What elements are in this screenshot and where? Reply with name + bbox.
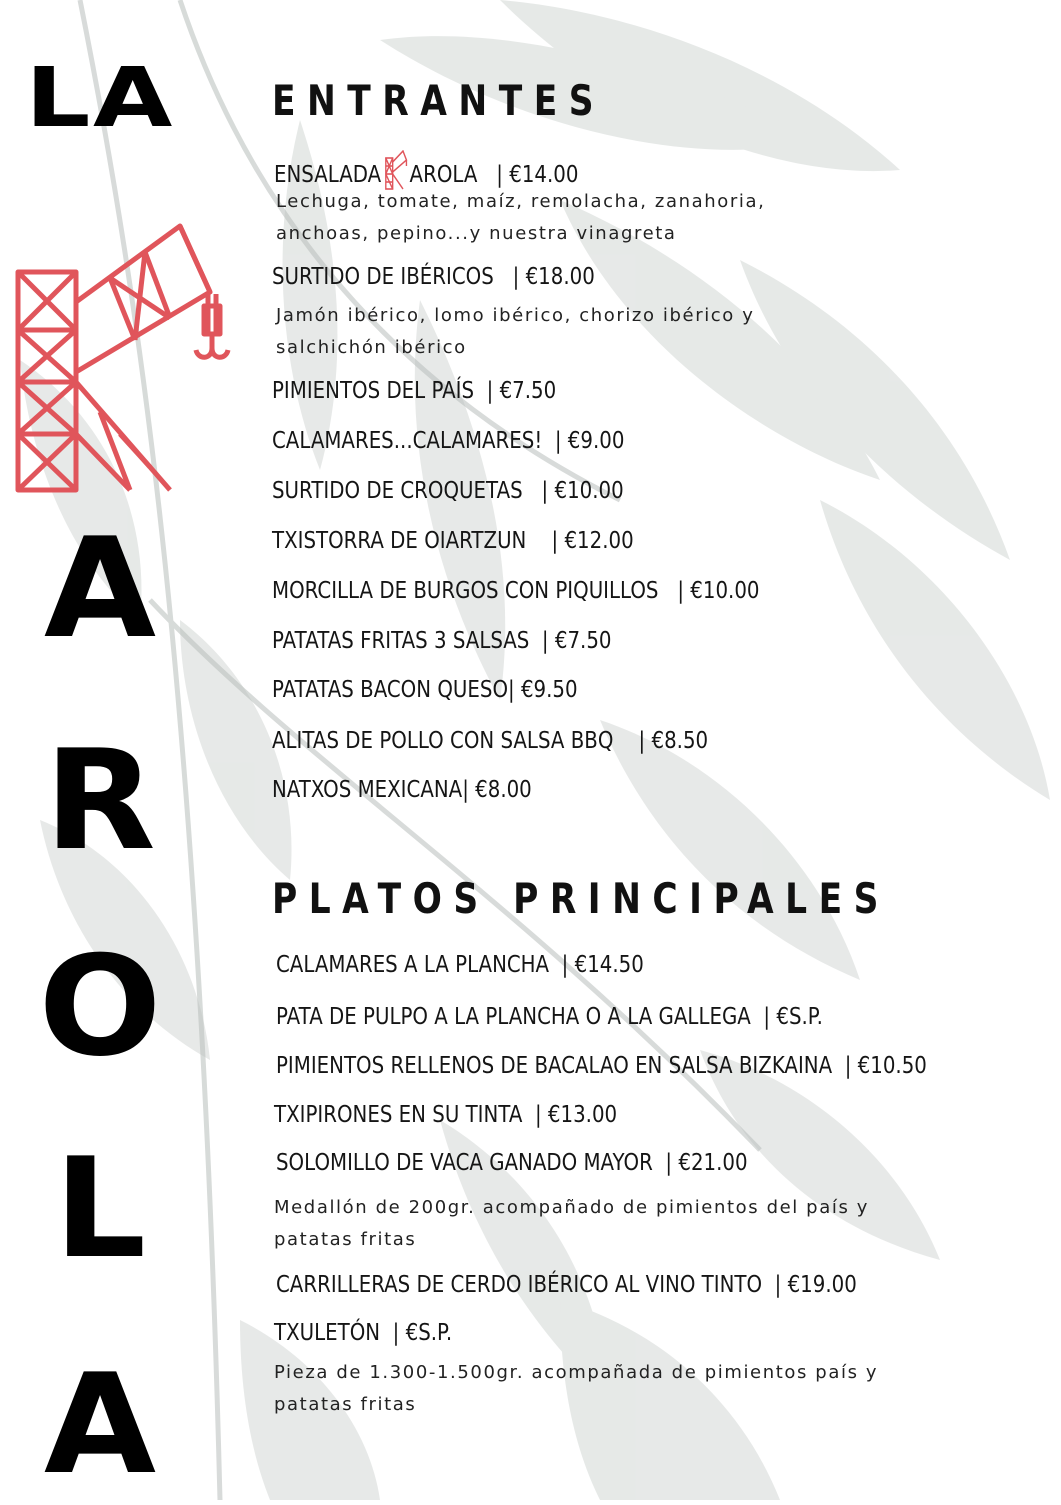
- desc-line: anchoas, pepino...y nuestra vinagreta: [276, 223, 677, 244]
- menu-item-pulpo: [276, 1004, 823, 1030]
- item-price: | €7.50: [486, 378, 557, 404]
- desc-line: Jamón ibérico, lomo ibérico, chorizo ibérico y: [276, 305, 755, 326]
- item-price: | €12.00: [551, 528, 634, 554]
- menu-item-txuleton: [274, 1320, 452, 1346]
- item-name: NATXOS MEXICANA: [272, 777, 463, 803]
- item-description: [276, 300, 996, 364]
- desc-line: salchichón ibérico: [276, 337, 467, 358]
- item-name: SOLOMILLO DE VACA GANADO MAYOR: [276, 1150, 653, 1176]
- item-price: | €10.00: [677, 578, 760, 604]
- crane-k-logo-icon: [10, 222, 240, 494]
- item-name: TXIPIRONES EN SU TINTA: [274, 1102, 523, 1128]
- item-price: | €19.00: [774, 1272, 857, 1298]
- item-name: MORCILLA DE BURGOS CON PIQUILLOS: [272, 578, 659, 604]
- menu-item-calamares-plancha: [276, 952, 644, 978]
- item-price: | €9.00: [554, 428, 625, 454]
- item-name: TXULETÓN: [274, 1320, 381, 1346]
- item-price: | €13.00: [534, 1102, 618, 1128]
- brand-letter-o: O: [38, 926, 162, 1087]
- section-title-platos-principales: PLATOS PRINCIPALES: [272, 874, 890, 923]
- menu-item-txipirones: [274, 1102, 617, 1128]
- brand-letter-a2: A: [43, 1344, 157, 1505]
- item-price: | €9.50: [508, 677, 578, 703]
- desc-line: Lechuga, tomate, maíz, remolacha, zanahoria,: [276, 191, 766, 212]
- item-price: | €8.00: [462, 777, 532, 803]
- item-name: SURTIDO DE CROQUETAS: [272, 478, 523, 504]
- menu-item-calamares: [272, 428, 624, 454]
- item-price: | €S.P.: [392, 1320, 453, 1346]
- menu-item-morcilla: [272, 578, 760, 604]
- item-price: | €8.50: [638, 728, 709, 754]
- menu-item-carrilleras: [276, 1272, 857, 1298]
- desc-line: Medallón de 200gr. acompañado de pimientos del país y: [274, 1197, 869, 1218]
- item-name: TXISTORRA DE OIARTZUN: [272, 528, 527, 554]
- brand-letter-a: A: [43, 508, 157, 669]
- section-title-entrantes: ENTRANTES: [272, 76, 605, 125]
- menu-item-pimientos-rellenos: [276, 1053, 927, 1079]
- menu-item-natxos: [272, 777, 532, 803]
- menu-item-patatas-bacon: [272, 677, 578, 703]
- brand-column: [0, 0, 240, 1505]
- item-description: [274, 1357, 994, 1421]
- item-name-suffix: AROLA: [409, 162, 478, 188]
- brand-letter-r: R: [44, 720, 156, 881]
- item-name: ALITAS DE POLLO CON SALSA BBQ: [272, 728, 614, 754]
- item-name: PATA DE PULPO A LA PLANCHA O A LA GALLEGA: [276, 1004, 751, 1030]
- item-name: PATATAS BACON QUESO: [272, 677, 509, 703]
- menu-item-pimientos: [272, 378, 556, 404]
- brand-letter-l: L: [53, 1128, 147, 1289]
- item-name: SURTIDO DE IBÉRICOS: [272, 264, 494, 290]
- item-price: | €21.00: [665, 1150, 748, 1176]
- item-price: | €10.50: [844, 1053, 927, 1079]
- item-name: CALAMARES...CALAMARES!: [272, 428, 543, 454]
- item-name: CALAMARES A LA PLANCHA: [276, 952, 550, 978]
- menu-item-solomillo: [276, 1150, 748, 1176]
- menu-item-ibericos: [272, 264, 595, 290]
- menu-item-patatas-3-salsas: [272, 628, 612, 654]
- item-name: PATATAS FRITAS 3 SALSAS: [272, 628, 530, 654]
- item-name: PIMIENTOS RELLENOS DE BACALAO EN SALSA BIZKAINA: [276, 1053, 833, 1079]
- desc-line: patatas fritas: [274, 1229, 417, 1250]
- item-description: [274, 1192, 994, 1256]
- item-description: [276, 186, 996, 250]
- menu-item-ensalada: [274, 150, 578, 190]
- item-name: PIMIENTOS DEL PAÍS: [272, 378, 475, 404]
- menu-item-croquetas: [272, 478, 624, 504]
- item-price: | €14.00: [496, 162, 579, 188]
- desc-line: patatas fritas: [274, 1394, 417, 1415]
- item-price: | €S.P.: [763, 1004, 823, 1030]
- mini-k-logo-icon: [385, 150, 409, 190]
- menu-item-alitas: [272, 728, 708, 754]
- brand-la: LA: [25, 51, 175, 146]
- item-price: | €18.00: [512, 264, 595, 290]
- desc-line: Pieza de 1.300-1.500gr. acompañada de pimientos país y: [274, 1362, 879, 1383]
- item-name: CARRILLERAS DE CERDO IBÉRICO AL VINO TINTO: [276, 1272, 763, 1298]
- menu-item-txistorra: [272, 528, 634, 554]
- item-price: | €10.00: [541, 478, 624, 504]
- item-price: | €7.50: [541, 628, 612, 654]
- item-name: ENSALADA: [274, 162, 382, 188]
- item-price: | €14.50: [561, 952, 644, 978]
